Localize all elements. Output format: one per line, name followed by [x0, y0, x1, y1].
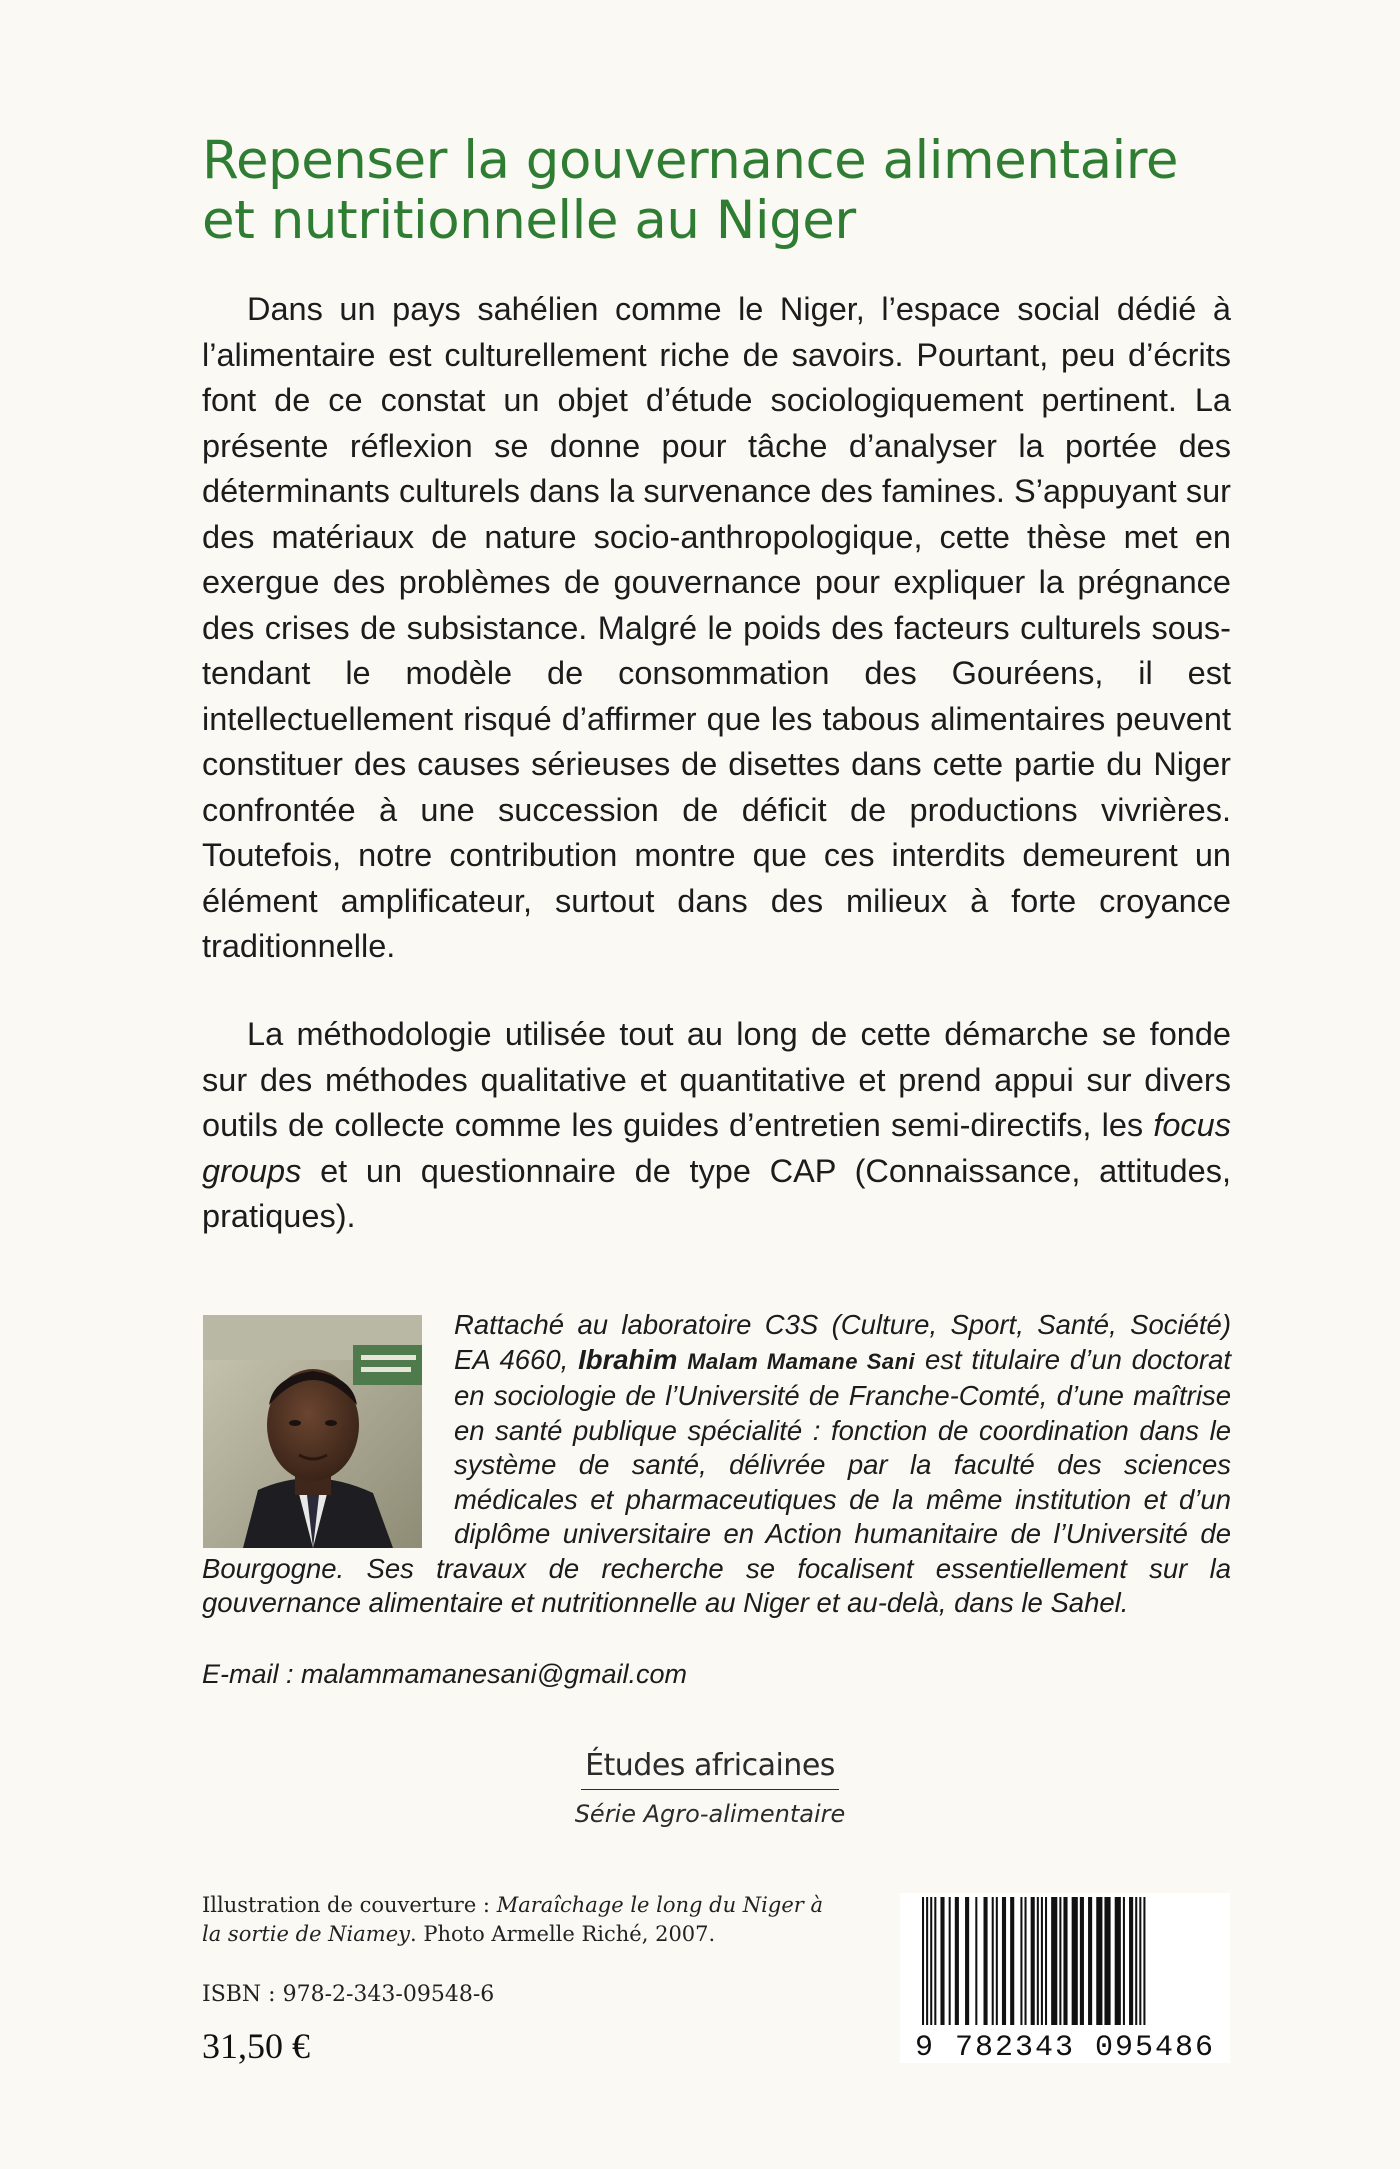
barcode-bar — [926, 1897, 928, 2025]
barcode-bar — [965, 1897, 969, 2025]
barcode-bar — [1129, 1897, 1133, 2025]
barcode-bar — [1115, 1897, 1121, 2025]
email-label: E-mail : — [202, 1659, 302, 1689]
credit-label: Illustration de couverture : — [202, 1893, 497, 1917]
barcode-bar — [930, 1897, 932, 2025]
book-title — [202, 131, 1252, 251]
barcode-bar — [934, 1897, 936, 2025]
author-first-name: Ibrahim — [578, 1343, 678, 1375]
isbn: ISBN : 978-2-343-09548-6 — [202, 1982, 495, 2007]
barcode-bar — [975, 1897, 977, 2025]
barcode-bar — [1080, 1897, 1084, 2025]
barcode-bar — [1010, 1897, 1014, 2025]
barcode-bar — [955, 1897, 959, 2025]
cover-illustration-credit — [202, 1891, 842, 1949]
barcode-bar — [1045, 1897, 1047, 2025]
barcode-bar — [1031, 1897, 1035, 2025]
bio-text-end: est titulaire d’un doctorat en sociologie de l’Université de Franche-Comté, d’une maîtrise en santé publique spécialité : fonction de coordination dans le système de santé, délivrée par la faculté des sciences médicales et pharmaceutiques de la même institution et d’un diplôme universitaire en Action humanitaire de l’Université de Bourgogne. Ses travaux de recherche se focalisent essentiellement sur la gouvernance alimentaire et nutritionnelle au Niger et au-delà, dans le Sahel. — [202, 1343, 1232, 1618]
barcode-bar — [1143, 1897, 1145, 2025]
barcode-bar — [1104, 1897, 1110, 2025]
subseries-name: Série Agro-alimentaire — [574, 1800, 846, 1828]
bio-text-start: Rattaché au laboratoire C3S (Culture, Sport, Santé, Société) EA 4660, — [454, 1309, 1231, 1375]
barcode-bar — [1135, 1897, 1137, 2025]
book-title-line-2: et nutritionnelle au Niger — [202, 189, 856, 251]
abstract-paragraph-2 — [202, 1012, 1231, 1240]
barcode-bar — [984, 1897, 988, 2025]
barcode-bar — [1063, 1897, 1067, 2025]
barcode-bar — [940, 1897, 944, 2025]
barcode-bar — [1123, 1897, 1125, 2025]
barcode-bar — [949, 1897, 951, 2025]
barcode-bar — [1088, 1897, 1092, 2025]
barcode-bar — [1072, 1897, 1078, 2025]
barcode-digits: 9 782343 095486 — [914, 2031, 1216, 2063]
abstract-paragraph-1: Dans un pays sahélien comme le Niger, l’espace social dédié à l’alimentaire est culturellement riche de savoirs. Pourtant, peu d’écrits font de ce constat un objet d’étude sociologiquement pertinent. La présente réflexion se donne pour tâche d’analyser la portée des déterminants culturels dans la survenance des famines. S’appuyant sur des matériaux de nature socio-anthropologique, cette thèse met en exergue des problèmes de gouvernance pour expliquer la prégnance des crises de subsistance. Malgré le poids des facteurs culturels sous-tendant le modèle de consommation des Gouréens, il est intellectuellement risqué d’affirmer que les tabous alimentaires peuvent constituer des causes sérieuses de disettes dans cette partie du Niger confrontée à une succession de déficit de productions vivrières. Toutefois, notre contribution montre que ces interdits demeurent un élément amplificateur, surtout dans des milieux à forte croyance traditionnelle. — [202, 291, 1231, 964]
barcode-bar — [1002, 1897, 1006, 2025]
focus-groups-term: focus groups — [202, 1107, 1231, 1189]
barcode-bar — [1025, 1897, 1027, 2025]
author-last-name: Malam Mamane Sani — [687, 1348, 916, 1374]
barcode — [900, 1893, 1230, 2063]
methodology-text-start: La méthodologie utilisée tout au long de cette démarche se fonde sur des méthodes qualitative et quantitative et prend appui sur divers outils de collecte comme les guides d’entretien semi-directifs, les — [202, 1016, 1231, 1143]
series-name: Études africaines — [581, 1748, 839, 1790]
book-title-line-1: Repenser la gouvernance alimentaire — [202, 129, 1179, 191]
author-email: malammamanesani@gmail.com — [301, 1659, 688, 1689]
series-info — [560, 1748, 860, 1828]
barcode-bar — [1096, 1897, 1102, 2025]
credit-illustration-title: Maraîchage le long du Niger à la sortie de Niamey — [202, 1893, 823, 1946]
barcode-bar — [1051, 1897, 1057, 2025]
author-biography — [202, 1308, 1231, 1621]
barcode-bar — [922, 1897, 924, 2025]
credit-photographer: . Photo Armelle Riché, 2007. — [410, 1922, 716, 1946]
price: 31,50 € — [202, 2026, 310, 2066]
methodology-text-end: et un questionnaire de type CAP (Connaissance, attitudes, pratiques). — [202, 1152, 1231, 1234]
barcode-bar — [992, 1897, 994, 2025]
barcode-bar — [1139, 1897, 1141, 2025]
barcode-bar — [1059, 1897, 1061, 2025]
author-email-line — [202, 1659, 687, 1690]
barcode-bar — [996, 1897, 998, 2025]
barcode-bar — [1041, 1897, 1043, 2025]
barcode-bar — [1020, 1897, 1022, 2025]
barcode-bar — [1037, 1897, 1039, 2025]
barcode-graphic — [900, 1893, 1230, 2063]
